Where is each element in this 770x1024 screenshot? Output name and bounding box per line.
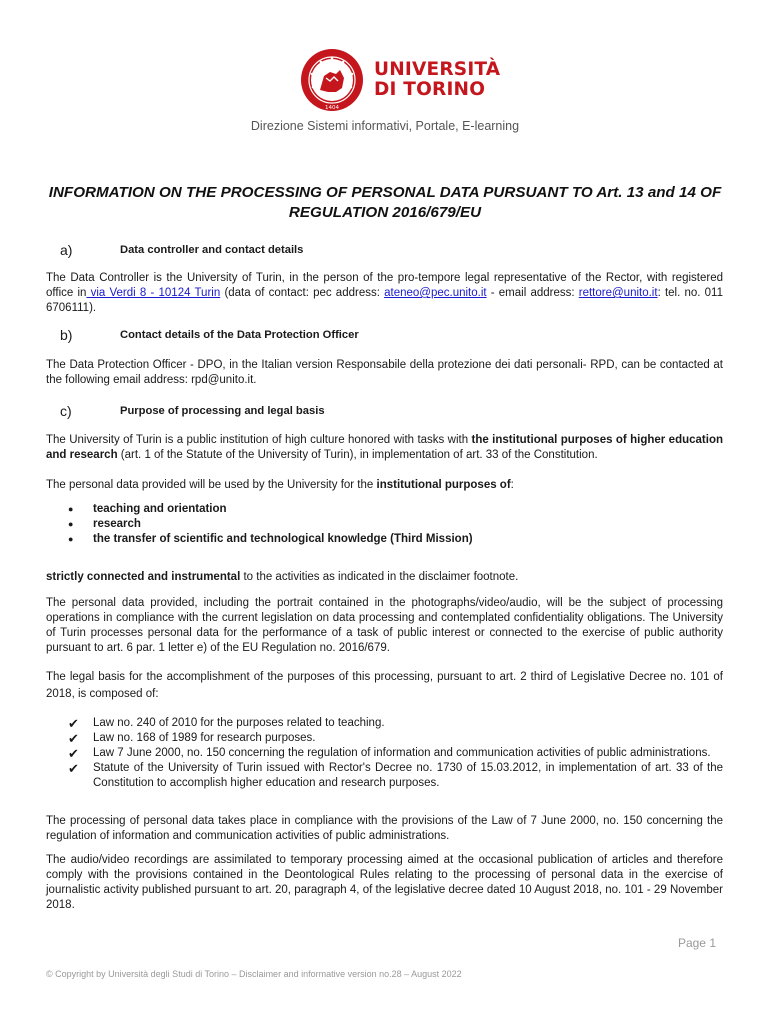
university-logo xyxy=(300,48,500,112)
law-text: Law no. 168 of 1989 for research purposes. xyxy=(93,732,316,744)
section-letter: a) xyxy=(60,242,73,258)
section-letter: b) xyxy=(60,327,73,343)
text: - email address: xyxy=(486,287,579,299)
paragraph-data-controller xyxy=(46,271,723,316)
list-item xyxy=(68,746,723,761)
university-seal-icon xyxy=(300,48,364,112)
section-title: Purpose of processing and legal basis xyxy=(120,405,325,417)
address-link[interactable]: via Verdi 8 - 10124 Turin xyxy=(86,287,221,299)
list-item xyxy=(68,716,723,731)
checkmark-icon: ✔ xyxy=(68,746,79,761)
list-item xyxy=(68,761,723,791)
text: to the activities as indicated in the disclaimer footnote. xyxy=(240,571,519,583)
text: (art. 1 of the Statute of the University of Turin), in implementation of art. 33 of the Constitution. xyxy=(117,449,598,461)
checkmark-icon: ✔ xyxy=(68,761,79,776)
law-text: Statute of the University of Turin issued with Rector's Decree no. 1730 of 15.03.2012, in implementation of art. 33 of the Constitution to accomplish higher education and research purposes. xyxy=(93,762,723,789)
paragraph-legal-basis: The legal basis for the accomplishment of the purposes of this processing, pursuant to art. 2 third of Legislative Decree no. 101 of 2018, is composed of: xyxy=(46,671,723,700)
checkmark-icon: ✔ xyxy=(68,716,79,731)
bold-text: strictly connected and instrumental xyxy=(46,571,241,583)
list-item: ● the transfer of scientific and technological knowledge (Third Mission) xyxy=(68,532,473,547)
page-number: Page 1 xyxy=(677,936,716,950)
document-title: INFORMATION ON THE PROCESSING OF PERSONAL DATA PURSUANT TO Art. 13 and 14 OF REGULATION 2016/679/EU xyxy=(48,184,722,221)
section-title: Data controller and contact details xyxy=(120,244,304,256)
text: : tel. no. 011 6706111). xyxy=(46,287,723,314)
paragraph-processing: The processing of personal data takes place in compliance with the provisions of the Law of 7 June 2000, no. 150 concerning the regulation of information and communication activities of public administrations. xyxy=(46,815,723,842)
text: : xyxy=(510,479,514,491)
footer-copyright: © Copyright by Università degli Studi di Torino – Disclaimer and informative version no.28 – August 2022 xyxy=(46,969,462,979)
logo-line-1: UNIVERSITÀ xyxy=(374,59,501,80)
law-text: Law 7 June 2000, no. 150 concerning the regulation of information and communication activities of public administrations. xyxy=(93,747,711,759)
list-item: ● research xyxy=(68,517,473,532)
section-a-heading xyxy=(60,242,303,258)
paragraph-dpo: The Data Protection Officer - DPO, in the Italian version Responsabile della protezione dei dati personali- RPD, can be contacted at the following email address: rpd@unito.it. xyxy=(46,359,723,386)
department-name: Direzione Sistemi informativi, Portale, E-learning xyxy=(250,119,520,133)
pec-email-link[interactable]: ateneo@pec.unito.it xyxy=(384,287,487,299)
list-item xyxy=(68,731,723,746)
section-b-heading xyxy=(60,327,359,343)
bold-text: the institutional purposes of higher education and research xyxy=(46,434,723,461)
section-title: Contact details of the Data Protection Officer xyxy=(120,329,359,341)
paragraph-audio-video: The audio/video recordings are assimilated to temporary processing aimed at the occasional publication of articles and therefore comply with the provisions contained in the Deontological Rules relating to the processing of personal data in the exercise of journalistic activity published pursuant to art. 20, paragraph 4, of the legislative decree dated 10 August 2018, no. 101 - 29 November 2018. xyxy=(46,854,723,911)
text: The University of Turin is a public institution of high culture honored with tasks with xyxy=(46,434,472,446)
checkmark-icon: ✔ xyxy=(68,731,79,746)
text: (data of contact: pec address: xyxy=(220,287,385,299)
law-text: Law no. 240 of 2010 for the purposes related to teaching. xyxy=(93,717,385,729)
logo-line-2: DI TORINO xyxy=(374,79,486,100)
text: The personal data provided will be used by the University for the xyxy=(46,479,377,491)
paragraph-portrait: The personal data provided, including the portrait contained in the photographs/video/audio, will be the subject of processing operations in compliance with the current legislation on data processing and contemplated confidentiality obligations. The University of Turin processes personal data for the performance of a task of public interest or connected to the exercise of public authority pursuant to art. 6 par. 1 letter e) of the EU Regulation no. 2016/679. xyxy=(46,597,723,654)
paragraph-strictly-connected xyxy=(46,570,723,585)
list-item: ● teaching and orientation xyxy=(68,502,473,517)
laws-list xyxy=(68,716,723,791)
bold-text: institutional purposes of xyxy=(376,479,511,491)
rector-email-link[interactable]: rettore@unito.it xyxy=(578,287,658,299)
paragraph-institution xyxy=(46,433,723,463)
text: The Data Controller is the University of Turin, in the person of the pro-tempore legal representative of the Rector, with registered office in xyxy=(46,272,723,299)
paragraph-purposes-intro xyxy=(46,478,723,493)
section-c-heading xyxy=(60,403,325,419)
section-letter: c) xyxy=(60,403,72,419)
seal-year: 1404 xyxy=(325,105,339,111)
purposes-list xyxy=(68,502,473,547)
